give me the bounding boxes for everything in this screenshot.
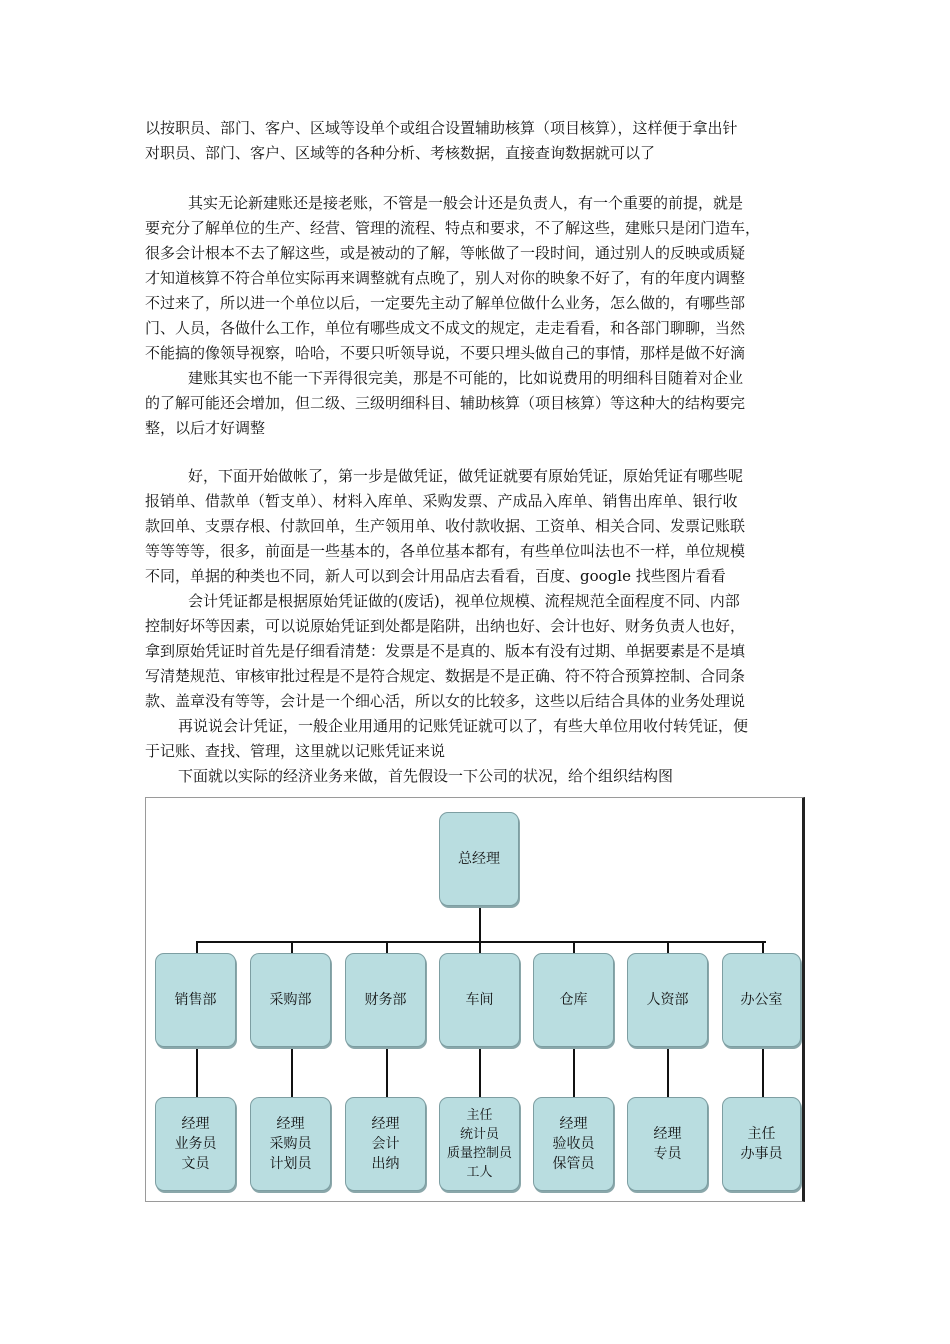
connector-dept-up [196,941,198,953]
connector-dept-up [762,941,764,953]
org-node-staff [439,1097,520,1191]
text-line: 好，下面开始做帐了，第一步是做凭证，做凭证就要有原始凭证，原始凭证有哪些呢 [188,467,744,485]
staff-role: 质量控制员 [446,1146,512,1161]
paragraph-3 [145,366,813,441]
staff-role: 经理 [181,1116,210,1132]
connector-dept-up [479,941,481,953]
paragraph-7 [145,764,813,789]
org-node-label: 人资部 [646,992,689,1008]
text-line: 门、人员，各做什么工作，单位有哪些成文不成文的规定，走走看看，和各部门聊聊，当然 [145,319,746,337]
text-line: 不同，单据的种类也不同，新人可以到会计用品店去看看，百度、google 找些图片看看 [145,567,726,585]
connector-dept-up [573,941,575,953]
staff-role: 计划员 [269,1156,312,1172]
connector-staff [573,1047,575,1097]
connector-staff [667,1047,669,1097]
org-node-label: 销售部 [174,992,217,1008]
text-line: 再说说会计凭证，一般企业用通用的记账凭证就可以了，有些大单位用收付转凭证，便 [178,717,749,735]
staff-role: 主任 [466,1108,493,1123]
connector-root-down [479,906,481,942]
org-node-staff [627,1097,708,1191]
text-line: 控制好坏等因素，可以说原始凭证到处都是陷阱，出纳也好、会计也好、财务负责人也好， [145,617,746,635]
org-node-label: 总经理 [458,851,500,867]
org-node-root [439,812,519,906]
text-line: 以按职员、部门、客户、区域等设单个或组合设置辅助核算（项目核算），这样便于拿出针 [145,119,738,137]
text-line: 下面就以实际的经济业务来做，首先假设一下公司的状况，给个组织结构图 [178,767,674,785]
text-line: 会计凭证都是根据原始凭证做的(废话)，视单位规模、流程规范全面程度不同、内部 [188,592,740,610]
paragraph-4 [145,464,813,589]
staff-role: 出纳 [371,1156,400,1172]
text-line: 很多会计根本不去了解这些，或是被动的了解，等帐做了一段时间，通过别人的反映或质疑 [145,244,746,262]
org-node-dept [345,953,426,1047]
text-line: 写清楚规范、审核审批过程是不是符合规定、数据是不是正确、符不符合预算控制、合同条 [145,667,746,685]
org-node-label: 办公室 [740,992,783,1008]
text-line: 才知道核算不符合单位实际再来调整就有点晚了，别人对你的映象不好了，有的年度内调整 [145,269,746,287]
org-node-dept [722,953,801,1047]
connector-horizontal [196,941,766,943]
text-line: 不能搞的像领导视察，哈哈，不要只听领导说，不要只埋头做自己的事情，那样是做不好滴 [145,344,746,362]
staff-role: 保管员 [552,1156,595,1172]
paragraph-6 [145,714,813,764]
text-line: 对职员、部门、客户、区域等的各种分析、考核数据，直接查询数据就可以了 [145,144,656,162]
org-node-dept [439,953,520,1047]
paragraph-5 [145,589,813,714]
staff-role: 专员 [653,1146,682,1162]
paragraph-1 [145,116,813,166]
staff-role: 经理 [559,1116,588,1132]
connector-staff [762,1047,764,1097]
org-node-label: 仓库 [559,992,588,1008]
staff-role: 经理 [371,1116,400,1132]
staff-role: 验收员 [552,1136,595,1152]
connector-dept-up [386,941,388,953]
org-node-dept [250,953,331,1047]
org-node-dept [627,953,708,1047]
org-chart [145,797,805,1202]
text-line: 的了解可能还会增加，但二级、三级明细科目、辅助核算（项目核算）等这种大的结构要完 [145,394,746,412]
text-line: 整，以后才好调整 [145,419,266,437]
text-line: 款回单、支票存根、付款回单，生产领用单、收付款收据、工资单、相关合同、发票记账联 [145,517,746,535]
org-node-label: 采购部 [269,992,312,1008]
org-node-staff [533,1097,614,1191]
paragraph-2 [145,191,813,366]
connector-staff [291,1047,293,1097]
text-line: 建账其实也不能一下弄得很完美，那是不可能的，比如说费用的明细科目随着对企业 [188,369,744,387]
staff-role: 会计 [371,1136,400,1152]
staff-role: 采购员 [269,1136,312,1152]
text-line: 于记账、查找、管理，这里就以记账凭证来说 [145,742,446,760]
text-line: 拿到原始凭证时首先是仔细看清楚：发票是不是真的、版本有没有过期、单据要素是不是填 [145,642,746,660]
staff-role: 经理 [653,1126,682,1142]
connector-staff [196,1047,198,1097]
connector-staff [386,1047,388,1097]
staff-role: 办事员 [740,1146,783,1162]
staff-role: 主任 [747,1126,776,1142]
org-node-staff [345,1097,426,1191]
text-line: 其实无论新建账还是接老账，不管是一般会计还是负责人，有一个重要的前提，就是 [188,194,744,212]
connector-dept-up [291,941,293,953]
org-node-dept [155,953,236,1047]
staff-role: 工人 [466,1165,493,1180]
org-node-staff [155,1097,236,1191]
staff-role: 业务员 [174,1136,217,1152]
text-line: 等等等等，很多，前面是一些基本的，各单位基本都有，有些单位叫法也不一样，单位规模 [145,542,746,560]
text-line: 不过来了，所以进一个单位以后，一定要先主动了解单位做什么业务，怎么做的，有哪些部 [145,294,746,312]
org-node-staff [722,1097,801,1191]
connector-dept-up [667,941,669,953]
connector-staff [479,1047,481,1097]
text-line: 款、盖章没有等等，会计是一个细心活，所以女的比较多，这些以后结合具体的业务处理说 [145,692,746,710]
text-line: 报销单、借款单（暂支单）、材料入库单、采购发票、产成品入库单、销售出库单、银行收 [145,492,738,510]
staff-role: 文员 [181,1156,210,1172]
staff-role: 统计员 [459,1127,499,1142]
org-node-label: 财务部 [364,992,407,1008]
org-node-dept [533,953,614,1047]
org-node-staff [250,1097,331,1191]
text-line: 要充分了解单位的生产、经营、管理的流程、特点和要求，不了解这些，建账只是闭门造车， [145,219,761,237]
staff-role: 经理 [276,1116,305,1132]
org-node-label: 车间 [465,992,494,1008]
